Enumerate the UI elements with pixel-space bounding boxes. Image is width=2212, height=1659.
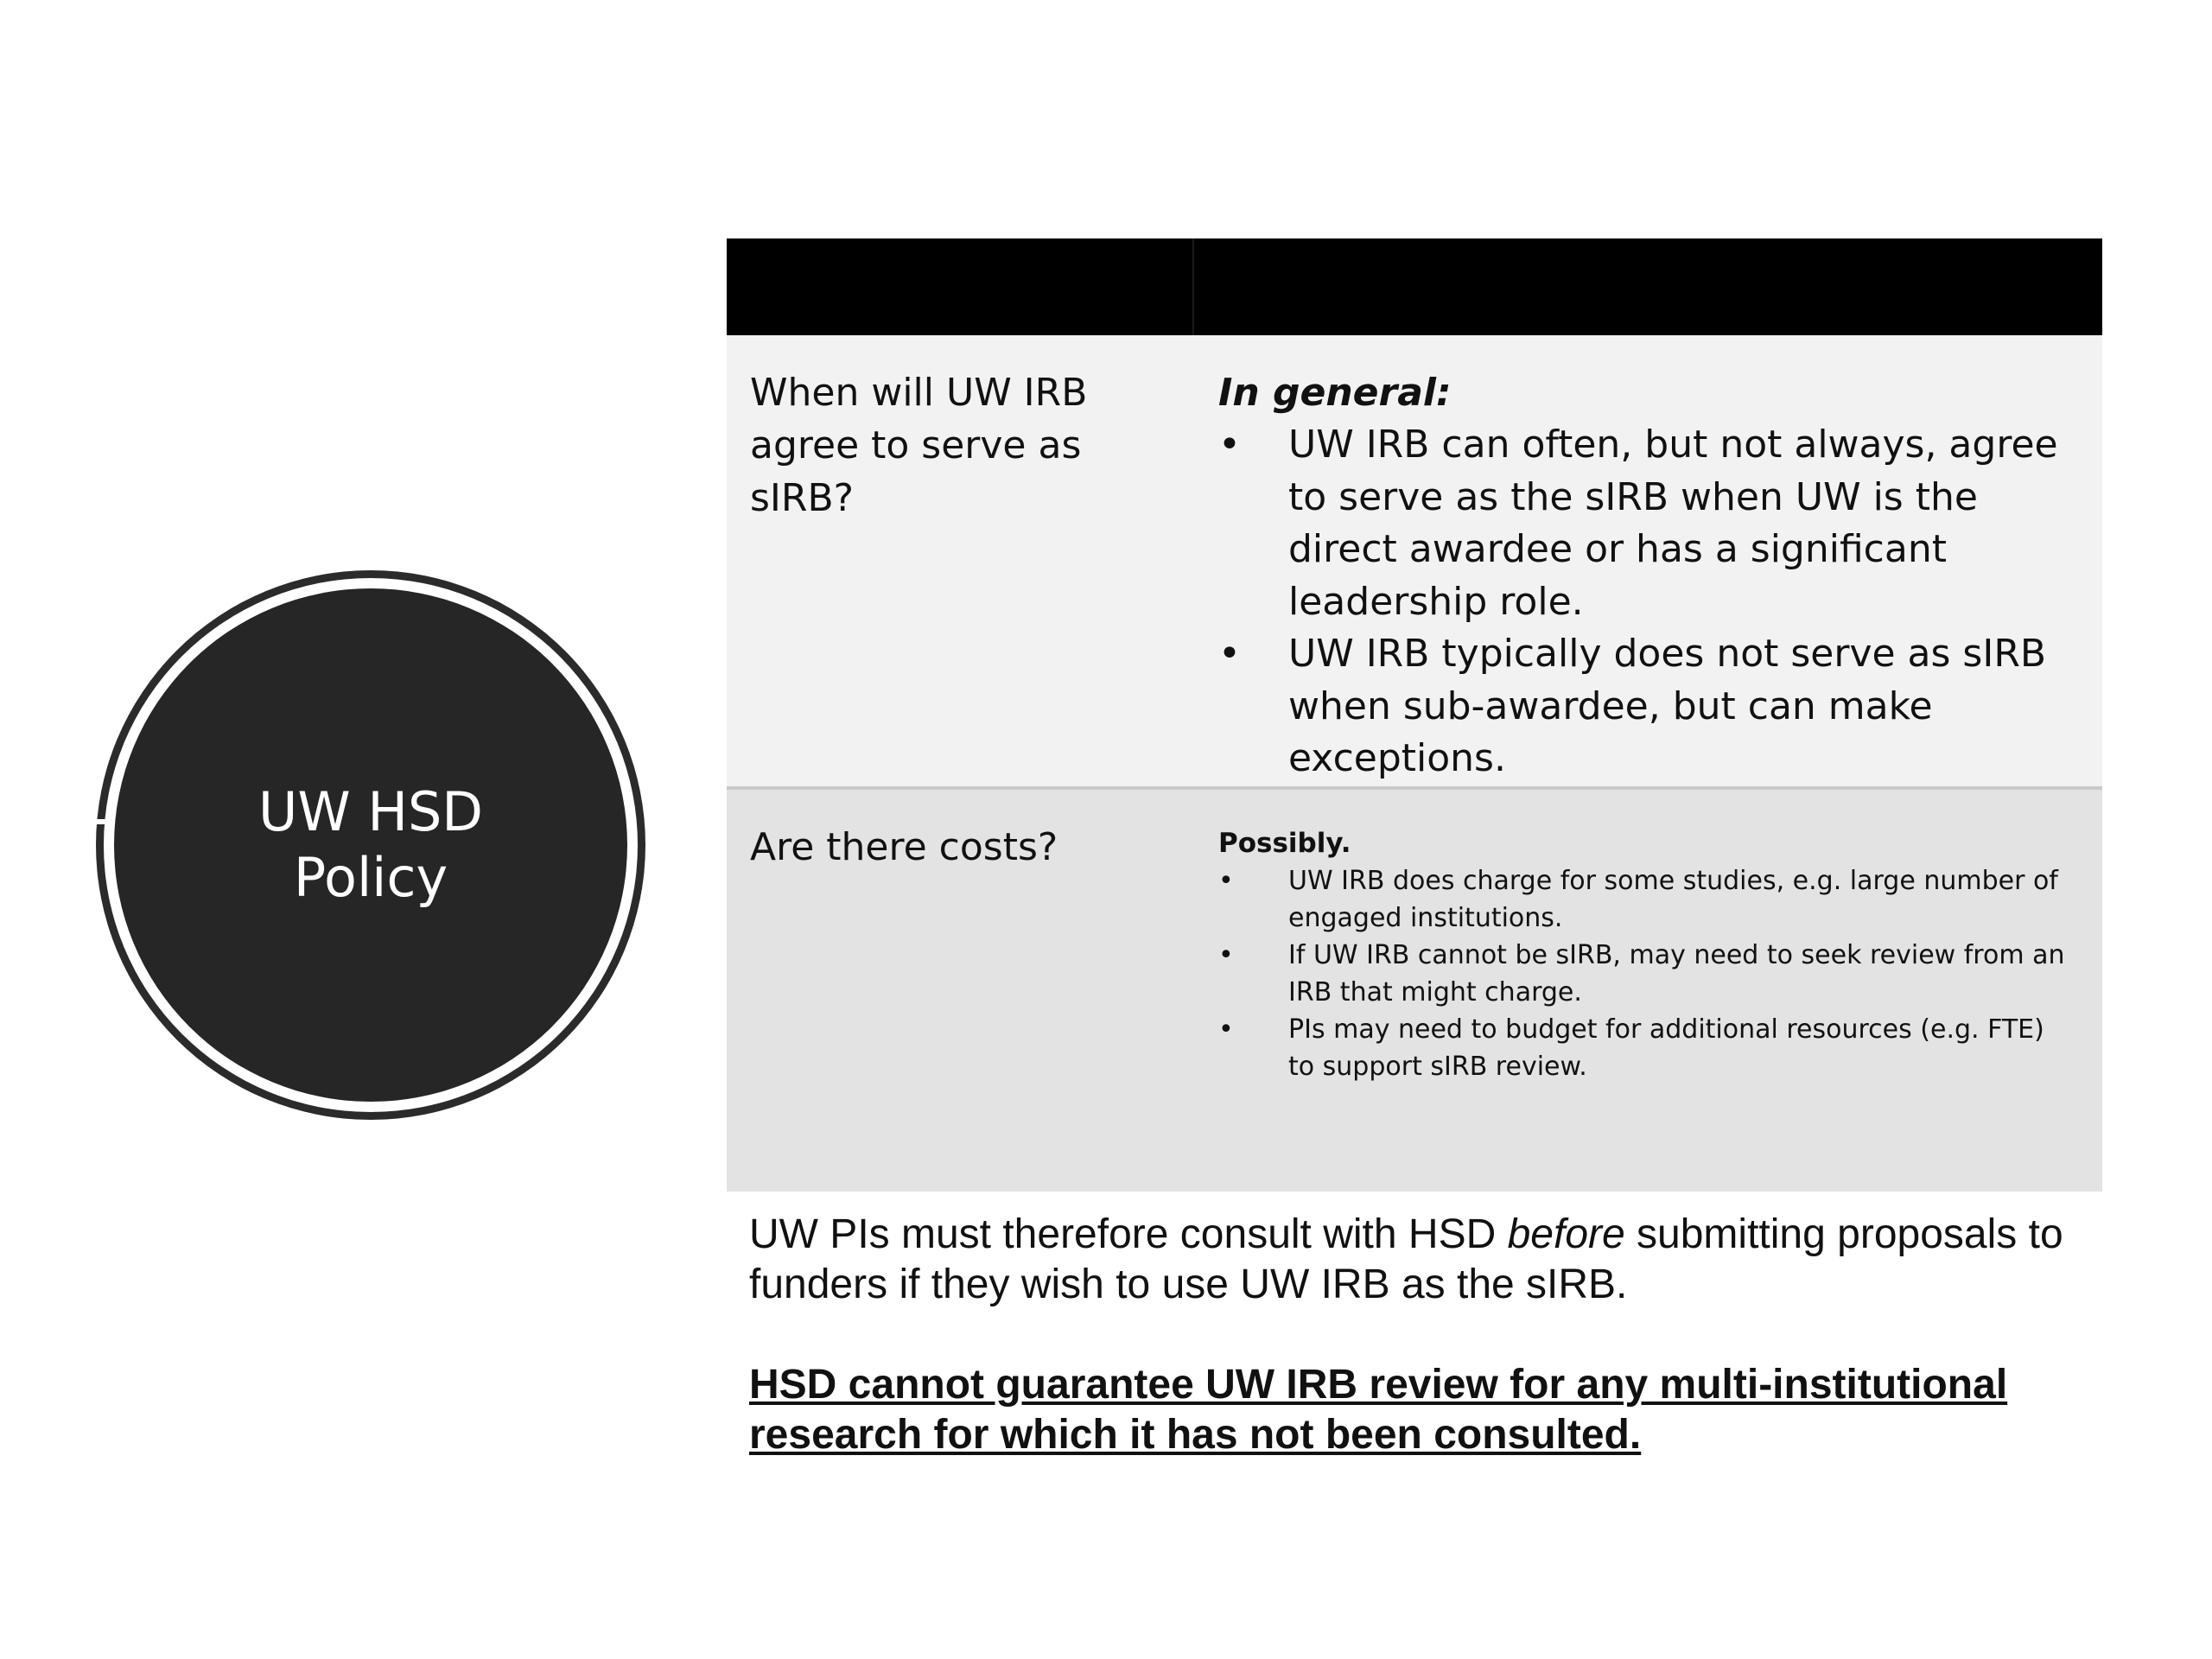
ring-mark	[93, 819, 105, 824]
bullet-icon: •	[1218, 632, 1241, 676]
note-text-after: submitting proposals to funders if they wish to use UW IRB as the sIRB.	[749, 1211, 2063, 1307]
table-header-cell-answer	[1194, 238, 2102, 335]
answer-lead: Possibly.	[1218, 828, 1351, 859]
list-item-text: PIs may need to budget for additional resources (e.g. FTE) to support sIRB review.	[1288, 1014, 2044, 1082]
list-item-text: If UW IRB cannot be sIRB, may need to seek review from an IRB that might charge.	[1288, 940, 2065, 1007]
table-row	[727, 335, 2102, 790]
answer-list	[1218, 862, 2076, 1085]
bullet-icon: •	[1218, 1014, 1234, 1045]
list-item-text: UW IRB can often, but not always, agree to serve as the sIRB when UW is the direct awardee or has a significant leadership role.	[1288, 423, 2058, 624]
policy-badge	[114, 588, 627, 1102]
bullet-icon: •	[1218, 940, 1234, 970]
list-item	[1218, 937, 2076, 1011]
row-answer	[1194, 335, 2102, 786]
list-item-text: UW IRB does charge for some studies, e.g. large number of engaged institutions.	[1288, 866, 2058, 933]
warning-statement: HSD cannot guarantee UW IRB review for any multi-institutional research for which it has not been consulted.	[749, 1362, 2008, 1458]
row-answer	[1194, 790, 2102, 1192]
bullet-icon: •	[1218, 423, 1241, 467]
row-question: When will UW IRB agree to serve as sIRB?	[750, 371, 1088, 520]
table-header-cell-question	[727, 238, 1194, 335]
table-row	[727, 790, 2102, 1192]
list-item	[1218, 419, 2076, 628]
bullet-icon: •	[1218, 866, 1234, 896]
policy-table	[727, 238, 2102, 1192]
consult-note	[749, 1210, 2114, 1310]
note-emphasis: before	[1507, 1211, 1625, 1257]
row-question: Are there costs?	[750, 825, 1058, 869]
table-header	[727, 238, 2102, 335]
note-text-before: UW PIs must therefore consult with HSD	[749, 1211, 1508, 1257]
answer-lead: In general:	[1218, 371, 1452, 415]
answer-list	[1218, 419, 2076, 785]
badge-title: UW HSD Policy	[257, 780, 484, 909]
list-item	[1218, 862, 2076, 937]
list-item-text: UW IRB typically does not serve as sIRB when sub-awardee, but can make exceptions.	[1288, 632, 2047, 780]
list-item	[1218, 1011, 2076, 1085]
list-item	[1218, 628, 2076, 785]
